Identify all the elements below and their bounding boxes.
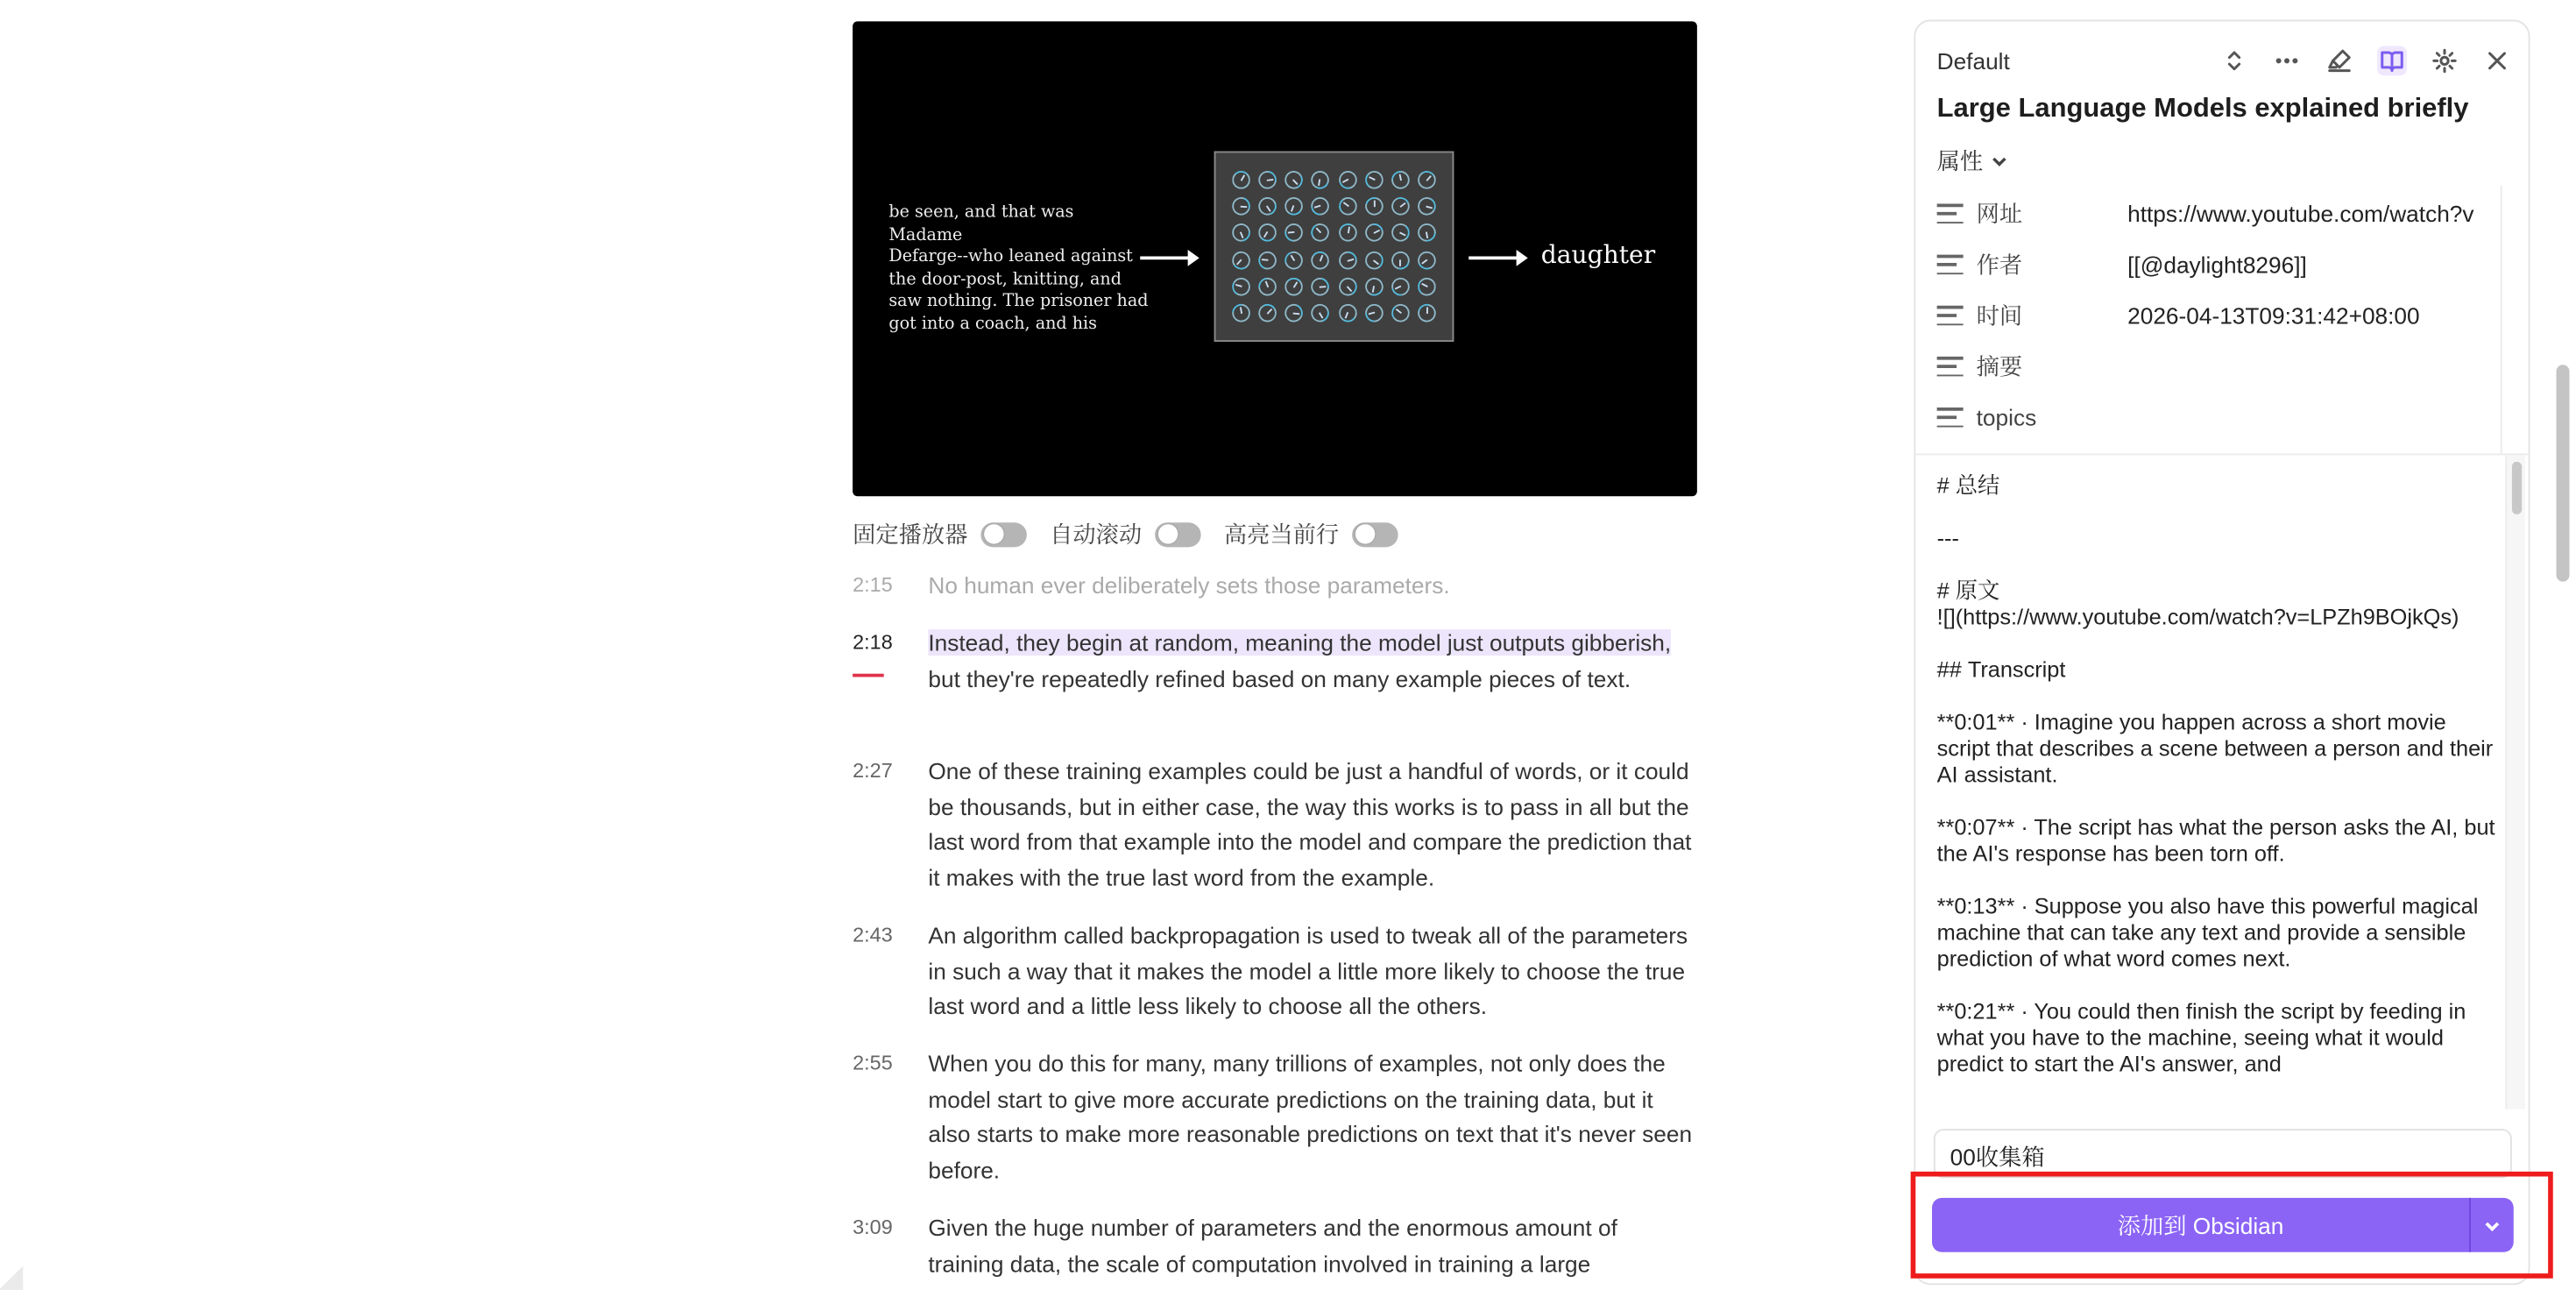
segment-text: One of these training examples could be just a handful of words, or it could be thousands, but in either case, the way this works is to pass in all but the last word from that example into the model and compare the prediction that it makes with the true last word from the example. [928, 757, 1692, 890]
parameter-dial-icon [1229, 276, 1251, 298]
text-property-icon [1937, 306, 1964, 326]
reader-view-icon[interactable] [2377, 46, 2407, 76]
parameter-dial-icon [1284, 277, 1303, 295]
segment-text: Given the huge number of parameters and the enormous amount of training data, the scale of computation involved in training a large [928, 1214, 1617, 1277]
segment-timestamp[interactable]: 2:18 [853, 631, 893, 655]
auto-scroll-label: 自动滚动 [1050, 521, 1143, 548]
properties-label: 属性 [1936, 147, 1984, 174]
property-value[interactable]: https://www.youtube.com/watch?v [2127, 200, 2474, 227]
parameter-dial-icon [1362, 221, 1387, 246]
annotation-highlight-box [1911, 1172, 2553, 1279]
parameter-dial-icon [1282, 248, 1306, 273]
video-output-word: daughter [1540, 239, 1656, 270]
parameter-dial-icon [1389, 195, 1412, 218]
properties-toggle[interactable] [1937, 145, 2010, 178]
parameter-dial-icon [1388, 274, 1413, 300]
video-input-text: be seen, and that was Madame Defarge--who leaned against the door-post, knitting, and saw nothing. The prisoner had got into a coach, and his [888, 203, 1149, 334]
arrow-right-icon [1140, 257, 1196, 260]
text-property-icon [1937, 204, 1964, 224]
parameter-dial-icon [1362, 275, 1385, 298]
property-row[interactable] [1937, 197, 2496, 230]
parameter-dial-icon [1416, 248, 1440, 272]
highlight-line-toggle[interactable] [1224, 518, 1398, 551]
property-key[interactable]: topics [1976, 404, 2037, 431]
arrow-right-icon [1468, 257, 1525, 260]
parameter-dial-icon [1362, 194, 1386, 218]
segment-text: No human ever deliberately sets those parameters. [928, 571, 1450, 599]
parameter-dial-icon [1228, 220, 1253, 245]
transcript-segment[interactable] [853, 918, 1697, 1024]
player-controls [853, 518, 1421, 551]
text-property-icon [1937, 255, 1964, 275]
parameter-dial-icon [1255, 167, 1280, 192]
segment-text-rest: but they're repeatedly refined based on many example pieces of text. [928, 664, 1631, 691]
property-row[interactable] [1937, 248, 2496, 281]
pin-player-toggle[interactable] [853, 518, 1027, 551]
parameter-dial-icon [1417, 195, 1439, 217]
panel-header [1937, 45, 2512, 78]
parameter-dial-icon [1308, 194, 1334, 219]
section-divider [1915, 454, 2528, 456]
segment-timestamp[interactable]: 2:15 [853, 573, 893, 597]
transcript-segment[interactable] [853, 1046, 1697, 1188]
note-title[interactable]: Large Language Models explained briefly [1936, 93, 2469, 124]
current-line-highlight: Instead, they begin at random, meaning the model just outputs gibberish, [928, 629, 1672, 656]
parameter-dial-icon [1284, 195, 1305, 216]
transcript-segment[interactable] [853, 1211, 1697, 1282]
page-scrollbar-thumb[interactable] [2557, 365, 2570, 582]
highlighter-icon[interactable] [2325, 46, 2354, 76]
transcript-segment[interactable] [853, 569, 1697, 604]
parameter-dial-icon [1418, 277, 1437, 296]
more-options-icon[interactable] [2272, 46, 2302, 76]
segment-text [928, 626, 1694, 697]
note-scrollbar-track[interactable] [2505, 455, 2525, 1109]
note-content-editor[interactable]: # 总结 --- # 原文 ![](https://www.youtube.com/watch?v=LPZh9BOjkQs) ## Transcript **0:01** · Imagine you happen across a short movie script that describes a scene between a person and their AI assistant. **0:07** · The script has what the person asks the AI, but the AI's response has been torn off. **0:13** · Suppose you also have this powerful magical machine that can take any text and provide a sensible prediction of what word comes next. **0:21** · You could then finish the script by feeding in what you have to the machine, seeing what it would predict to start the AI's answer, and [1936, 473, 2495, 1077]
parameter-dial-icon [1388, 167, 1413, 192]
segment-text: When you do this for many, many trillions of examples, not only does the model start to give more accurate predictions on the training data, but it also starts to make more reasonable predictions on text that it's never seen before. [928, 1050, 1693, 1183]
parameter-dial-icon [1335, 167, 1360, 191]
playback-position-marker [853, 674, 884, 677]
parameter-dial-icon [1258, 223, 1277, 242]
parameter-dial-icon [1282, 301, 1306, 325]
toggle-switch[interactable] [980, 521, 1027, 546]
close-icon[interactable] [2482, 46, 2512, 76]
parameter-dial-icon [1334, 247, 1360, 273]
parameter-dial-icon [1255, 194, 1279, 218]
parameter-dial-icon [1336, 275, 1359, 298]
obsidian-clipper-panel [1914, 20, 2530, 1286]
parameter-dial-icon [1308, 274, 1334, 300]
toggle-switch[interactable] [1155, 521, 1201, 546]
property-value[interactable]: 2026-04-13T09:31:42+08:00 [2127, 302, 2420, 329]
parameter-dial-icon [1391, 223, 1411, 243]
property-row[interactable] [1937, 299, 2496, 332]
toggle-switch[interactable] [1352, 521, 1398, 546]
property-value[interactable]: [[@daylight8296]] [2127, 251, 2307, 278]
property-row[interactable] [1937, 350, 2496, 383]
parameter-dial-icon [1228, 194, 1253, 218]
parameter-dial-icon [1232, 170, 1250, 188]
segment-timestamp[interactable]: 2:43 [853, 923, 893, 946]
property-key[interactable]: 摘要 [1976, 353, 2023, 380]
segment-text: An algorithm called backpropagation is used to tweak all of the parameters in such a way that it makes the model a little more likely to choose the true last word and a little less likely to choose all the others. [928, 921, 1688, 1019]
chevron-down-icon [1990, 152, 2010, 172]
parameter-dial-icon [1417, 169, 1438, 190]
template-name[interactable]: Default [1936, 47, 2010, 74]
parameter-dial-icon [1310, 250, 1331, 271]
add-to-obsidian-button[interactable]: 添加到 Obsidian [2117, 1211, 2284, 1238]
parameter-dial-icon [1281, 221, 1306, 246]
pin-player-label: 固定播放器 [853, 521, 968, 548]
parameter-dial-icon [1230, 249, 1251, 270]
parameter-dial-icon [1415, 301, 1440, 326]
parameter-dial-icon [1308, 301, 1333, 326]
segment-timestamp[interactable]: 2:55 [853, 1052, 893, 1075]
note-scrollbar-thumb[interactable] [2512, 462, 2522, 514]
property-row[interactable] [1937, 401, 2496, 435]
parameter-dial-icon [1415, 220, 1440, 245]
parameter-dial-icon [1283, 168, 1306, 191]
text-property-icon [1937, 408, 1964, 428]
parameter-dial-icon [1337, 303, 1357, 323]
parameter-dial-icon [1309, 167, 1333, 191]
parameter-dial-icon [1389, 247, 1413, 272]
transcript-list [853, 567, 1697, 1290]
parameter-dial-icon [1256, 302, 1278, 324]
settings-gear-icon[interactable] [2430, 46, 2459, 76]
segment-timestamp[interactable]: 3:09 [853, 1216, 893, 1239]
properties-list [1915, 186, 2502, 454]
template-switch-icon[interactable] [2219, 46, 2249, 76]
parameter-dial-icon [1364, 169, 1384, 188]
parameter-dial-icon [1364, 250, 1384, 270]
parameter-dial-icon [1337, 196, 1357, 216]
segment-timestamp[interactable]: 2:27 [853, 759, 893, 783]
video-player[interactable] [853, 21, 1697, 496]
property-key[interactable]: 作者 [1976, 251, 2023, 278]
text-property-icon [1937, 357, 1964, 377]
parameter-dial-icon [1228, 301, 1253, 326]
auto-scroll-toggle[interactable] [1050, 518, 1201, 551]
highlight-line-label: 高亮当前行 [1223, 521, 1340, 548]
vault-folder-input[interactable]: 00收集箱 [1934, 1129, 2512, 1178]
property-key[interactable]: 时间 [1976, 302, 2023, 329]
parameter-dial-icon [1256, 248, 1279, 272]
model-parameter-grid [1214, 152, 1454, 343]
window-corner [0, 1265, 23, 1290]
property-key[interactable]: 网址 [1976, 200, 2023, 227]
parameter-dial-icon [1336, 222, 1359, 245]
transcript-segment[interactable] [853, 755, 1697, 897]
parameter-dial-icon [1391, 303, 1411, 323]
parameter-dial-icon [1309, 222, 1332, 245]
parameter-dial-icon [1255, 274, 1280, 300]
parameter-dial-icon [1362, 301, 1387, 326]
transcript-segment-active[interactable] [853, 626, 1697, 697]
